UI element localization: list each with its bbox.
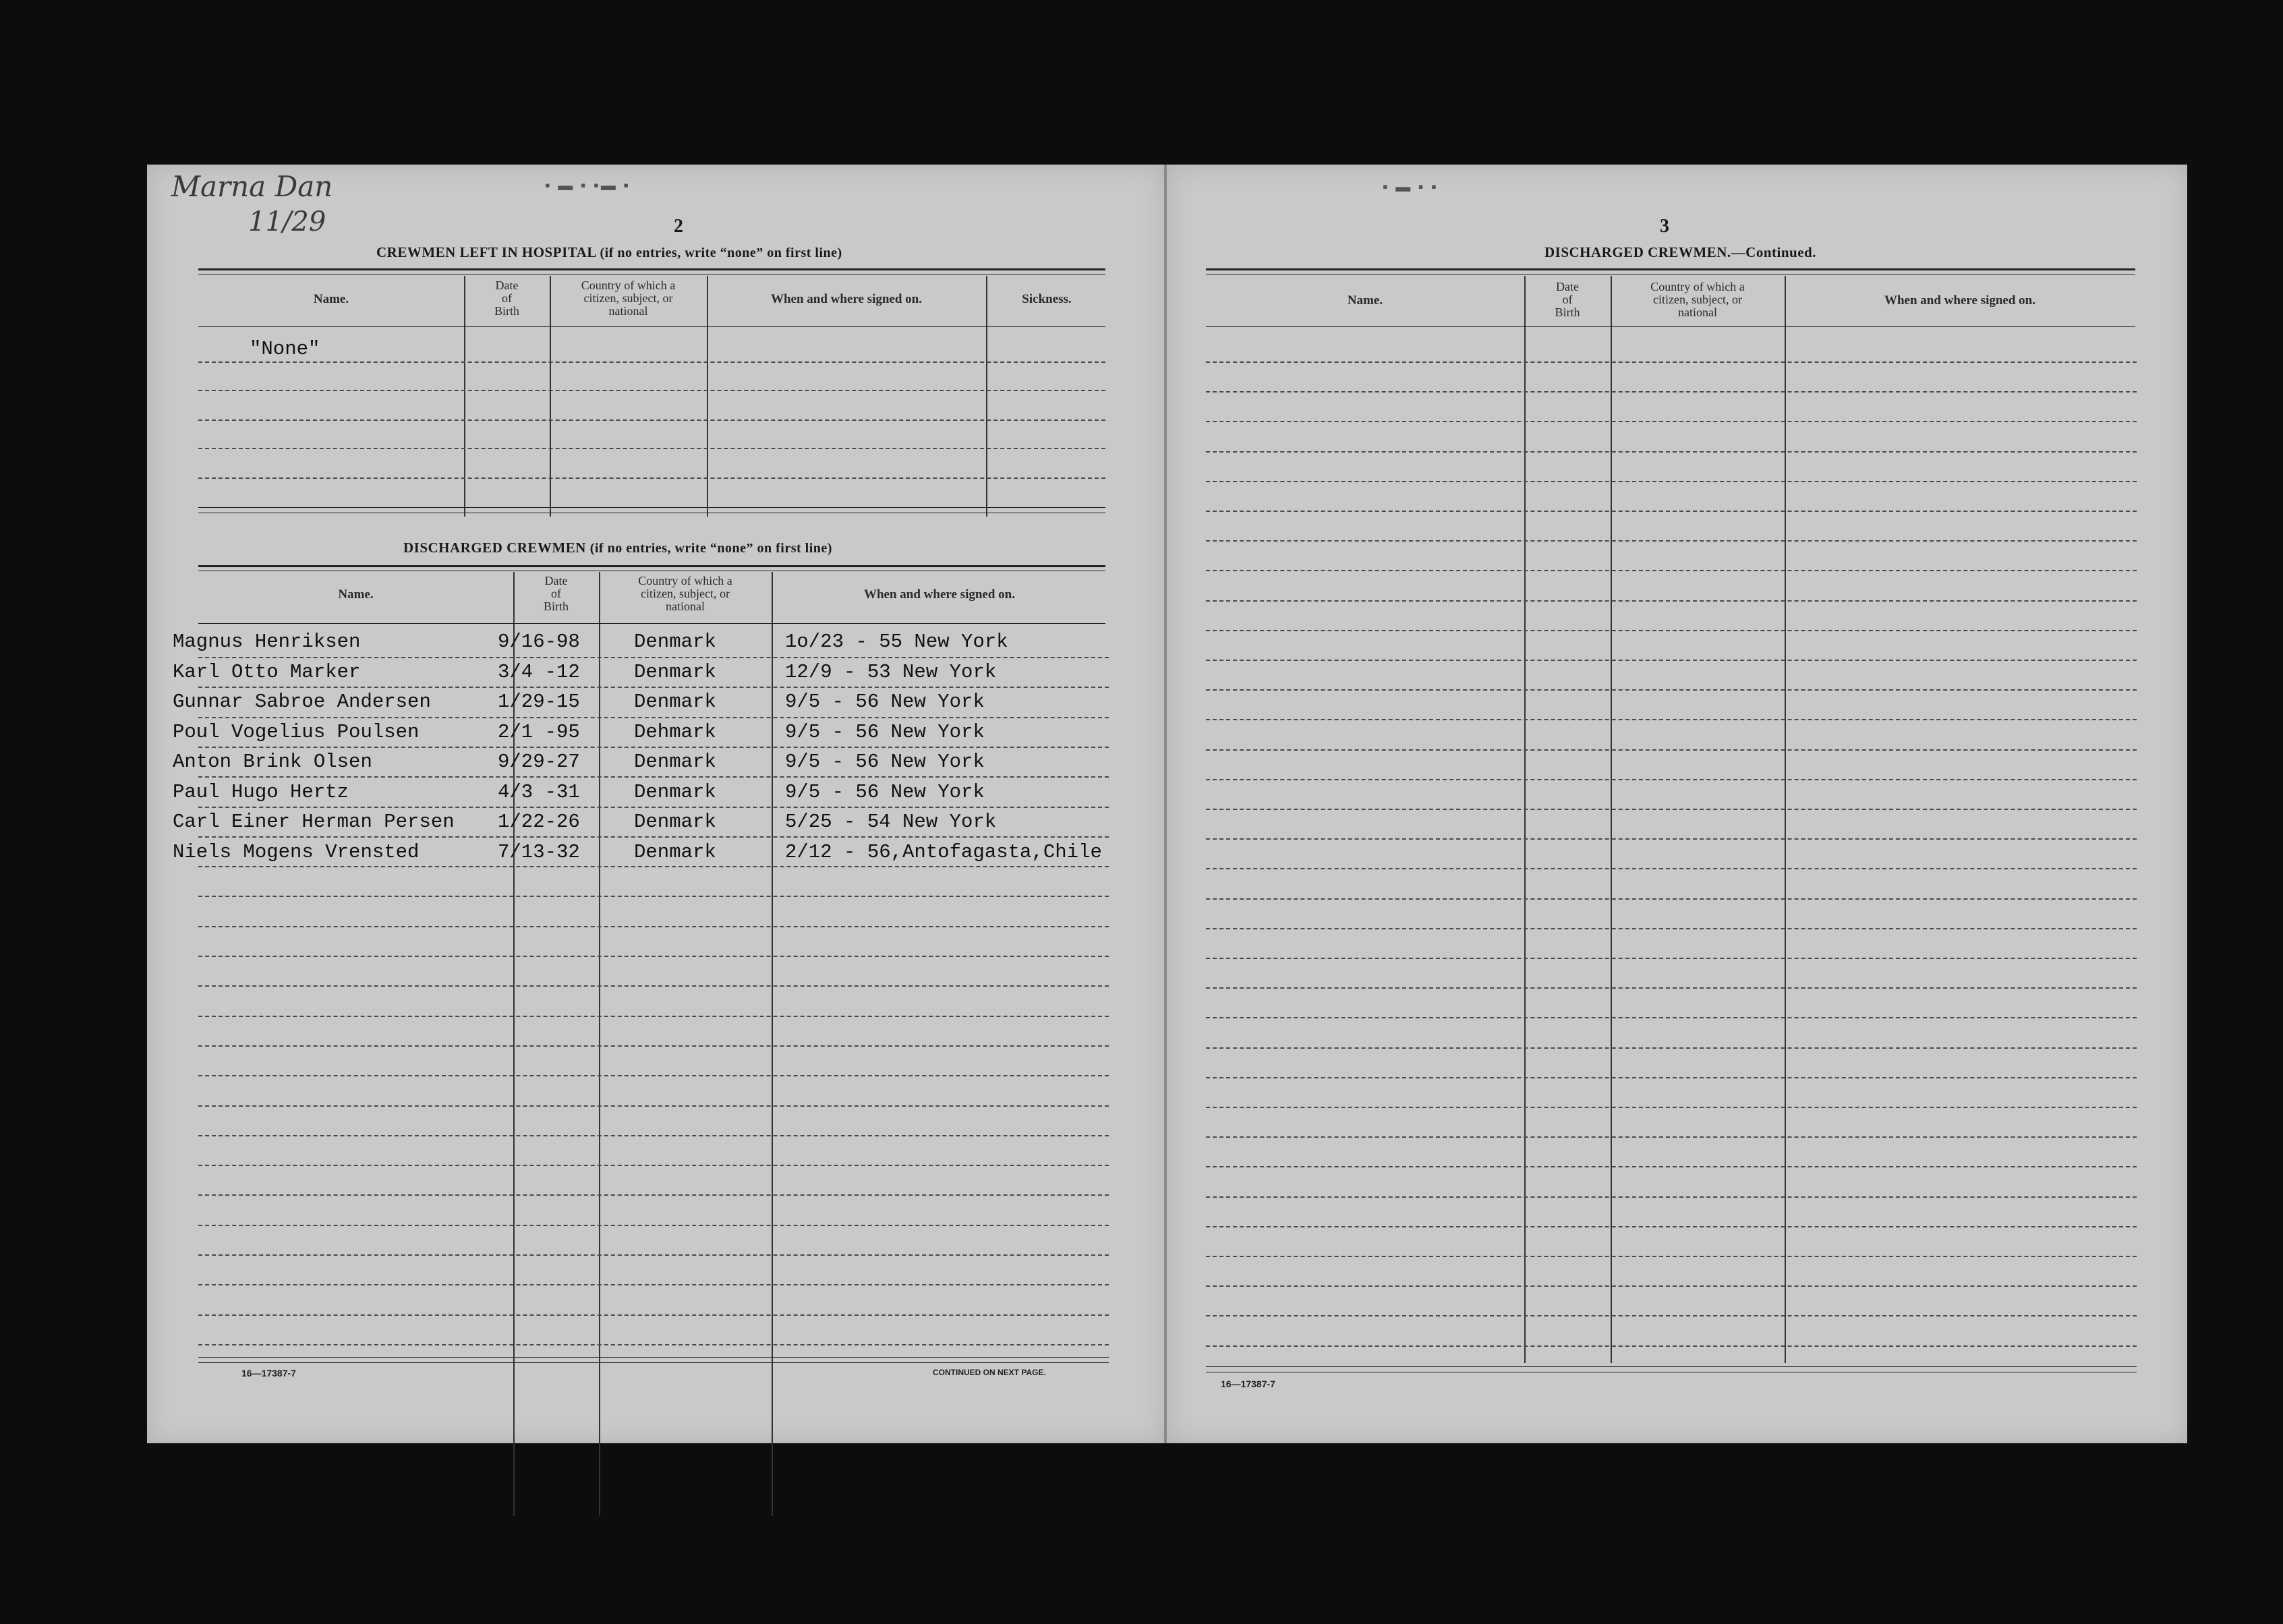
right-entry-line [1206, 361, 2137, 363]
discharged-cell-name: Carl Einer Herman Persen [173, 811, 455, 833]
discharged-entry-line [198, 836, 1109, 838]
discharged-col-divider [513, 572, 515, 1516]
right-entry-line [1206, 1077, 2137, 1078]
right-entry-line [1206, 689, 2137, 691]
discharged-entry-line [198, 747, 1109, 748]
hospital-col-divider [986, 276, 987, 517]
hospital-entry-line [198, 477, 1105, 479]
left-page [147, 165, 1165, 1443]
right-header-country: Country of which a citizen, subject, or national [1650, 280, 1745, 319]
discharged-cell-country: Denmark [634, 811, 716, 833]
hospital-col-divider [707, 276, 708, 517]
discharged-cell-signed: 9/5 - 56 New York [785, 780, 985, 803]
document-spread [147, 165, 2187, 1443]
right-top-rule [1206, 268, 2135, 270]
right-entry-line [1206, 1345, 2137, 1347]
hospital-header-rule [198, 326, 1105, 327]
right-entry-line [1206, 600, 2137, 602]
print-smudge: ▪ ▬ ▪ ▪ [1383, 178, 1439, 195]
right-header-signed: When and where signed on. [1884, 293, 2035, 308]
right-entry-line [1206, 481, 2137, 482]
discharged-bottom-rule-2 [198, 1362, 1109, 1363]
discharged-entry-line [198, 1314, 1109, 1316]
discharged-entry-line [198, 1075, 1109, 1076]
discharged-entry-line [198, 1194, 1109, 1196]
hospital-header-signed: When and where signed on. [770, 292, 922, 306]
right-entry-line [1206, 719, 2137, 720]
discharged-entry-line [198, 1105, 1109, 1107]
discharged-entry-line [198, 1284, 1109, 1285]
discharged-entry-line [198, 717, 1109, 718]
right-entry-line [1206, 1017, 2137, 1018]
discharged-entry-line [198, 956, 1109, 957]
discharged-cell-dob: 3/4 -12 [498, 660, 580, 683]
discharged-entry-line [198, 1135, 1109, 1136]
hospital-bottom-rule [198, 507, 1105, 508]
right-entry-line [1206, 928, 2137, 929]
hospital-section-title [376, 244, 842, 261]
discharged-cell-dob: 9/16-98 [498, 631, 580, 653]
right-bottom-rule [1206, 1366, 2137, 1367]
discharged-entry-line [198, 776, 1109, 778]
discharged-header-country: Country of which a citizen, subject, or national [638, 574, 732, 613]
discharged-col-divider [772, 572, 773, 1516]
right-entry-line [1206, 749, 2137, 751]
discharged-cell-dob: 4/3 -31 [498, 780, 580, 803]
discharged-entry-line [198, 1045, 1109, 1047]
discharged-entry-line [198, 687, 1109, 688]
discharged-cell-name: Karl Otto Marker [173, 660, 361, 683]
discharged-entry-line [198, 896, 1109, 897]
right-header-dob: Date of Birth [1555, 280, 1580, 319]
right-entry-line [1206, 987, 2137, 989]
hospital-top-rule [198, 268, 1105, 270]
page-number: 2 [674, 216, 683, 237]
hospital-title-note: (if no entries, write “none” on first line) [600, 245, 842, 260]
discharged-header-name: Name. [338, 587, 374, 602]
discharged-cell-signed: 1o/23 - 55 New York [785, 631, 1008, 653]
discharged-cell-dob: 7/13-32 [498, 840, 580, 863]
hospital-entry-line [198, 419, 1105, 421]
discharged-cell-signed: 2/12 - 56,Antofagasta,Chile [785, 840, 1102, 863]
discharged-title-note: (if no entries, write “none” on first line) [589, 541, 832, 556]
right-entry-line [1206, 630, 2137, 631]
right-entry-line [1206, 421, 2137, 422]
discharged-section-title [403, 540, 832, 556]
right-entry-line [1206, 570, 2137, 571]
discharged-cell-country: Denmark [634, 780, 716, 803]
discharged-cell-country: Denmark [634, 660, 716, 683]
right-entry-line [1206, 868, 2137, 869]
right-entry-line [1206, 779, 2137, 780]
continued-note: CONTINUED ON NEXT PAGE. [933, 1368, 1046, 1377]
right-entry-line [1206, 1047, 2137, 1049]
form-number: 16—17387-7 [241, 1368, 296, 1379]
discharged-title-text: DISCHARGED CREWMEN [403, 540, 586, 556]
right-header-name: Name. [1347, 293, 1383, 308]
right-entry-line [1206, 898, 2137, 900]
discharged-cell-signed: 9/5 - 56 New York [785, 720, 985, 743]
discharged-header-rule [198, 623, 1105, 624]
page-number: 3 [1660, 216, 1669, 237]
discharged-cell-country: Denmark [634, 840, 716, 863]
discharged-cell-name: Poul Vogelius Poulsen [173, 720, 420, 743]
right-entry-line [1206, 1166, 2137, 1167]
discharged-entry-line [198, 1016, 1109, 1017]
right-entry-line [1206, 838, 2137, 840]
discharged-cell-signed: 12/9 - 53 New York [785, 660, 997, 683]
handwritten-vessel-name: Marna Dan [171, 170, 333, 203]
discharged-cell-dob: 2/1 -95 [498, 720, 580, 743]
hospital-title-text: CREWMEN LEFT IN HOSPITAL [376, 244, 596, 260]
continued-section-title: DISCHARGED CREWMEN.—Continued. [1544, 244, 1816, 260]
discharged-cell-name: Niels Mogens Vrensted [173, 840, 420, 863]
discharged-header-dob: Date of Birth [543, 574, 569, 613]
discharged-cell-signed: 5/25 - 54 New York [785, 811, 997, 833]
right-entry-line [1206, 958, 2137, 959]
right-entry-line [1206, 1136, 2137, 1138]
right-entry-line [1206, 451, 2137, 453]
discharged-cell-dob: 9/29-27 [498, 751, 580, 773]
discharged-entry-line [198, 1225, 1109, 1226]
hospital-header-dob: Date of Birth [494, 279, 519, 318]
form-number: 16—17387-7 [1221, 1379, 1275, 1389]
hospital-entry-line [198, 448, 1105, 449]
right-col-divider [1524, 276, 1526, 1363]
right-col-divider [1611, 276, 1612, 1363]
right-entry-line [1206, 1196, 2137, 1198]
discharged-cell-signed: 9/5 - 56 New York [785, 691, 985, 713]
hospital-entry-line [198, 390, 1105, 391]
discharged-cell-name: Paul Hugo Hertz [173, 780, 349, 803]
discharged-cell-signed: 9/5 - 56 New York [785, 751, 985, 773]
discharged-entry-line [198, 657, 1109, 658]
discharged-cell-dob: 1/29-15 [498, 691, 580, 713]
right-entry-line [1206, 809, 2137, 810]
discharged-entry-line [198, 1254, 1109, 1256]
right-entry-line [1206, 1107, 2137, 1108]
hospital-entry-line [198, 361, 1105, 363]
discharged-cell-name: Gunnar Sabroe Andersen [173, 691, 431, 713]
discharged-entry-line [198, 985, 1109, 987]
discharged-entry-line [198, 1165, 1109, 1166]
handwritten-date: 11/29 [248, 206, 326, 237]
discharged-col-divider [599, 572, 600, 1516]
right-entry-line [1206, 1285, 2137, 1287]
right-entry-line [1206, 1315, 2137, 1316]
discharged-bottom-rule [198, 1357, 1109, 1358]
discharged-cell-country: Dehmark [634, 720, 716, 743]
discharged-header-signed: When and where signed on. [863, 587, 1015, 602]
discharged-cell-country: Denmark [634, 631, 716, 653]
discharged-top-rule [198, 565, 1105, 567]
right-col-divider [1785, 276, 1786, 1363]
print-smudge: ▪ ▬ ▪ ▪▬ ▪ [545, 177, 631, 194]
discharged-cell-name: Magnus Henriksen [173, 631, 361, 653]
hospital-header-sickness: Sickness. [1022, 292, 1072, 306]
discharged-entry-line [198, 1344, 1109, 1345]
discharged-cell-name: Anton Brink Olsen [173, 751, 372, 773]
hospital-first-entry: "None" [250, 338, 320, 360]
hospital-header-name: Name. [313, 292, 349, 306]
right-page [1167, 165, 2187, 1443]
discharged-entry-line [198, 926, 1109, 927]
right-header-rule [1206, 326, 2135, 327]
right-entry-line [1206, 1226, 2137, 1227]
right-entry-line [1206, 660, 2137, 661]
discharged-entry-line [198, 807, 1109, 808]
discharged-cell-country: Denmark [634, 751, 716, 773]
discharged-cell-country: Denmark [634, 691, 716, 713]
right-entry-line [1206, 511, 2137, 512]
discharged-cell-dob: 1/22-26 [498, 811, 580, 833]
discharged-entry-line [198, 866, 1109, 867]
hospital-header-country: Country of which a citizen, subject, or national [581, 279, 676, 318]
right-entry-line [1206, 391, 2137, 393]
right-entry-line [1206, 540, 2137, 542]
right-entry-line [1206, 1256, 2137, 1257]
